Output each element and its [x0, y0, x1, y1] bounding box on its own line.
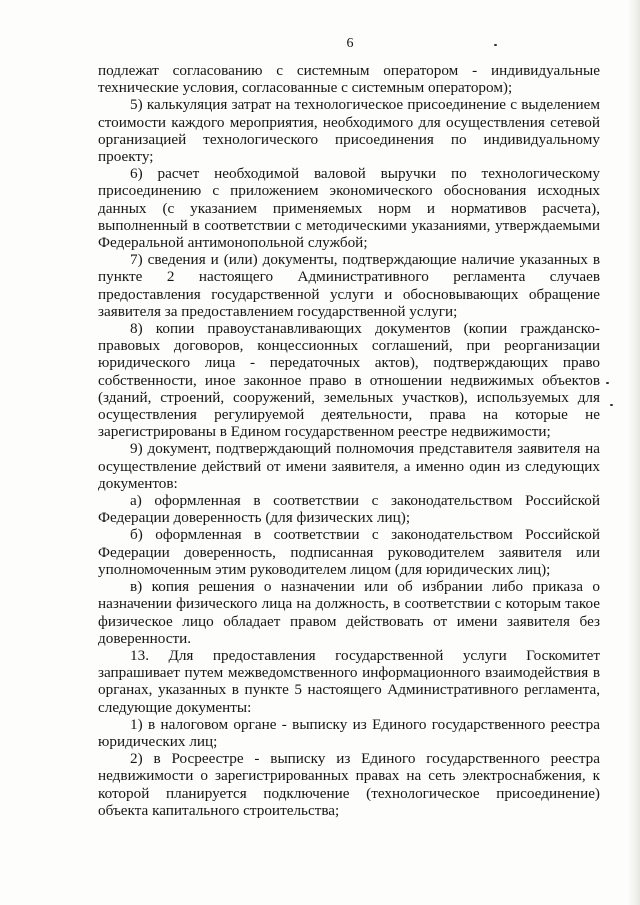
- paragraph-item-8: 8) копии правоустанавливающих документов (копии гражданско-правовых договоров, концессионных соглашений, при реорганизации юридического лица - передаточных актов), подтверждающих право собственности, иное законное право в отношении недвижимых объектов (зданий, строений, сооружений, земельных участков), используемых для осуществления регулируемой деятельности, права на которые не зарегистрированы в Едином государственном реестре недвижимости;: [98, 320, 600, 441]
- paragraph-subitem-v: в) копия решения о назначении или об избрании либо приказа о назначении физического лица на должность, в соответствии с которым такое физическое лицо обладает правом действовать от имени заявителя без доверенности.: [98, 578, 600, 647]
- document-body: [98, 62, 600, 819]
- paragraph-continuation: подлежат согласованию с системным оператором - индивидуальные технические условия, согласованные с системным оператором);: [98, 62, 600, 97]
- page-number: 6: [346, 36, 354, 51]
- paragraph-clause-13-item-1: 1) в налоговом органе - выписку из Единого государственного реестра юридических лиц;: [98, 715, 600, 750]
- paragraph-clause-13-item-2: 2) в Росреестре - выписку из Единого государственного реестра недвижимости о зарегистрированных правах на сеть электроснабжения, к которой планируется подключение (технологическое присоединение) объекта капитального строительства;: [98, 750, 600, 819]
- scan-edge-shadow: [626, 0, 640, 905]
- paragraph-item-6: 6) расчет необходимой валовой выручки по технологическому присоединению с приложением экономического обоснования исходных данных (с указанием применяемых норм и нормативов расчета), выполненный в соответствии с методическими указаниями, утверждаемыми Федеральной антимонопольной службой;: [98, 165, 600, 252]
- scan-speck: [494, 44, 497, 46]
- scan-speck: [606, 382, 609, 384]
- paragraph-item-7: 7) сведения и (или) документы, подтверждающие наличие указанных в пункте 2 настоящего Административного регламента случаев предоставления государственной услуги и обосновывающих обращение заявителя за предоставлением государственной услуги;: [98, 251, 600, 320]
- paragraph-clause-13: 13. Для предоставления государственной услуги Госкомитет запрашивает путем межведомственного информационного взаимодействия в органах, указанных в пункте 5 настоящего Административного регламента, следующие документы:: [98, 646, 600, 716]
- paragraph-item-5: 5) калькуляция затрат на технологическое присоединение с выделением стоимости каждого мероприятия, необходимого для осуществления сетевой организацией технологического присоединения по индивидуальному проекту;: [98, 96, 600, 166]
- paragraph-subitem-a: а) оформленная в соответствии с законодательством Российской Федерации доверенность (для физических лиц);: [98, 492, 600, 527]
- scan-speck: [610, 404, 613, 406]
- paragraph-item-9: 9) документ, подтверждающий полномочия представителя заявителя на осуществление действий от имени заявителя, а именно один из следующих документов:: [98, 440, 600, 492]
- paragraph-subitem-b: б) оформленная в соответствии с законодательством Российской Федерации доверенность, подписанная руководителем заявителя или уполномоченным этим руководителем лицом (для юридических лиц);: [98, 526, 600, 578]
